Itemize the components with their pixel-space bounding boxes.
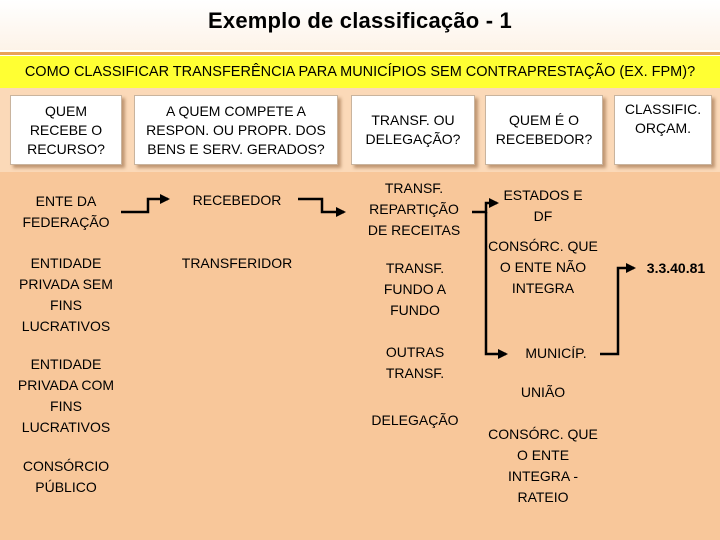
header-classific-orcam: CLASSIFIC. ORÇAM. (614, 95, 712, 165)
question-banner: COMO CLASSIFICAR TRANSFERÊNCIA PARA MUNICÍPIOS SEM CONTRAPRESTAÇÃO (EX. FPM)? (0, 56, 720, 88)
outras-transf: OUTRAS TRANSF. (385, 344, 445, 381)
uniao-label: UNIÃO (520, 384, 566, 400)
slide-title: Exemplo de classificação - 1 (208, 8, 512, 33)
classificacao-code: 3.3.40.81 (646, 260, 706, 276)
entidade-privada-com-fins: ENTIDADE PRIVADA COM FINS LUCRATIVOS (17, 356, 115, 435)
estados-e-df: ESTADOS E DF (503, 187, 583, 224)
ente-federacao: ENTE DA FEDERAÇÃO (22, 193, 110, 230)
municipios-label: MUNICÍP. (525, 345, 587, 361)
transf-reparticao-receitas: TRANSF. REPARTIÇÃO DE RECEITAS (367, 180, 461, 238)
consorcio-publico: CONSÓRCIO PÚBLICO (22, 458, 110, 495)
arrow-to-classificacao (600, 268, 634, 354)
consorc-nao-integra: CONSÓRC. QUE O ENTE NÃO INTEGRA (488, 238, 598, 296)
recebedor-label: RECEBEDOR (192, 192, 282, 208)
arrow-ente-to-recebedor (121, 199, 168, 212)
consorc-integra-rateio: CONSÓRC. QUE O ENTE INTEGRA - RATEIO (488, 426, 598, 505)
header-transf-ou-delegacao: TRANSF. OU DELEGAÇÃO? (351, 95, 475, 165)
header-responsabilidade: A QUEM COMPETE A RESPON. OU PROPR. DOS BENS E SERV. GERADOS? (134, 95, 338, 165)
entidade-privada-sem-fins: ENTIDADE PRIVADA SEM FINS LUCRATIVOS (19, 255, 113, 334)
arrow-estados-to-municipios (486, 212, 506, 354)
header-quem-recebedor: QUEM É O RECEBEDOR? (485, 95, 603, 165)
transferidor-label: TRANSFERIDOR (181, 255, 293, 271)
arrow-recebedor-to-reparticao (298, 199, 344, 212)
header-quem-recebe: QUEM RECEBE O RECURSO? (10, 95, 122, 165)
delegacao-label: DELEGAÇÃO (371, 412, 459, 428)
arrow-reparticao-to-estados (472, 203, 497, 212)
transf-fundo-a-fundo: TRANSF. FUNDO A FUNDO (383, 260, 447, 318)
